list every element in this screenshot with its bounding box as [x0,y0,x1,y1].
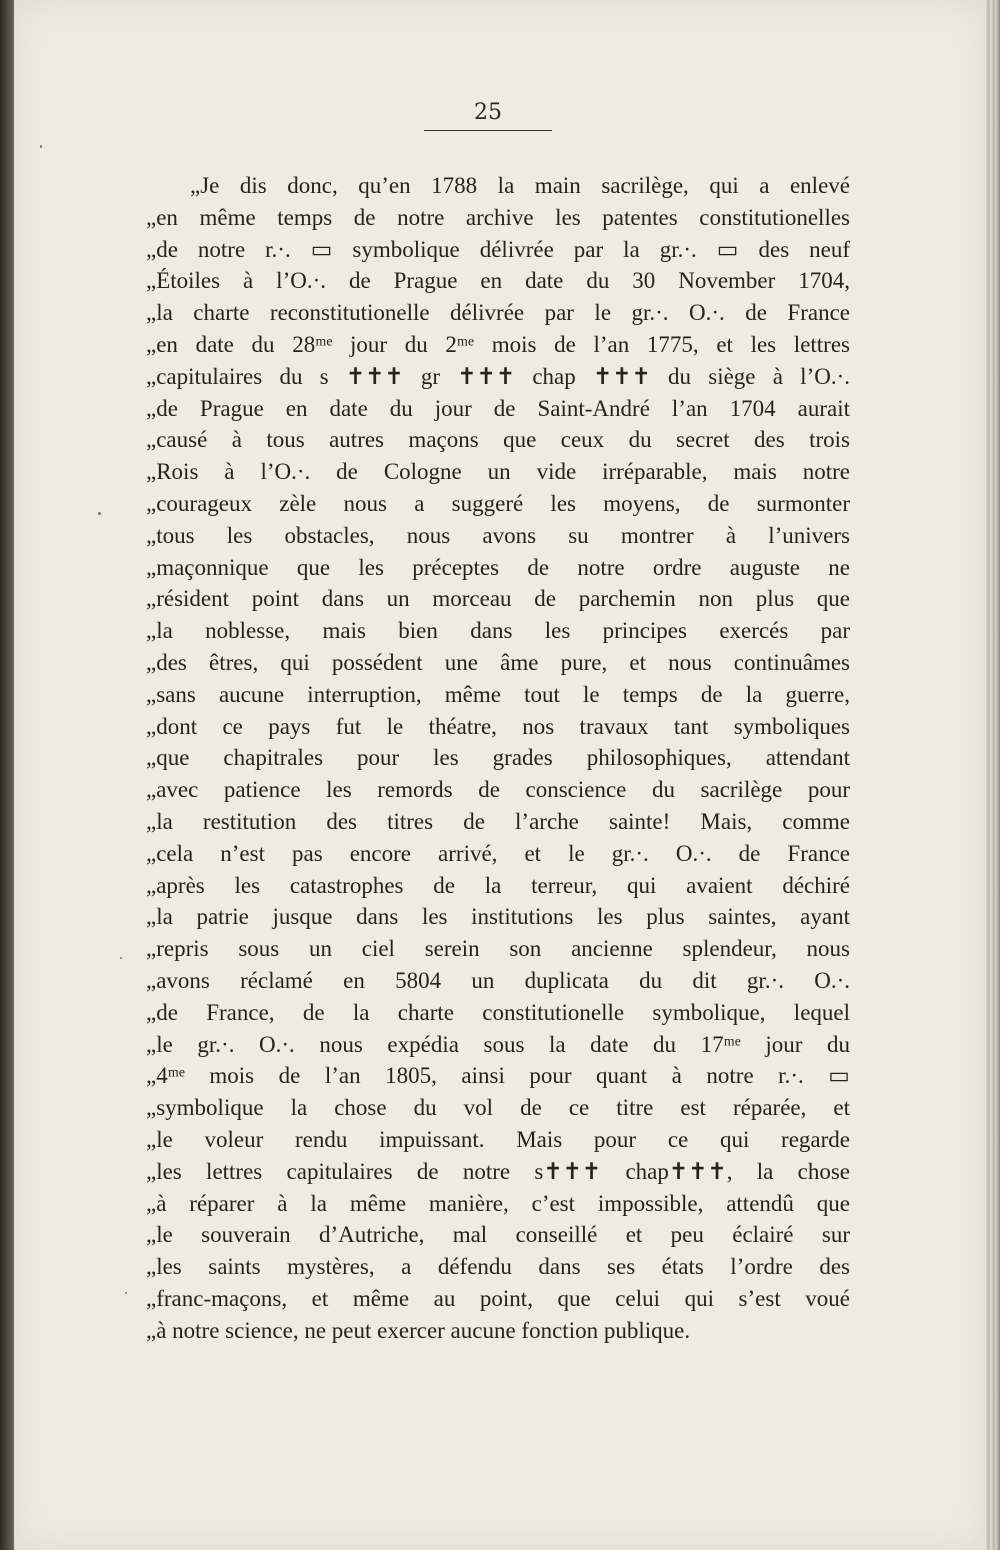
paper-speck [125,1292,127,1294]
text-line: „que chapitrales pour les grades philosophiques, attendant [146,745,850,771]
text-line: „à notre science, ne peut exercer aucune fonction publique. [146,1317,691,1343]
text-line: „cela n’est pas encore arrivé, et le gr.·. O.·. de France [146,840,850,866]
text-line: „capitulaires du s ✝✝✝ gr ✝✝✝ chap ✝✝✝ du siège à l’O.·. [146,363,850,389]
text-line: „Étoiles à l’O.·. de Prague en date du 30 November 1704, [146,268,850,294]
text-line: „causé à tous autres maçons que ceux du secret des trois [146,427,850,453]
text-line: „en même temps de notre archive les patentes constitutionelles [146,204,850,230]
text-line: „la restitution des titres de l’arche sainte! Mais, comme [146,808,850,834]
paper-speck [98,512,101,515]
text-line: „les lettres capitulaires de notre s✝✝✝ chap✝✝✝, la chose [146,1158,850,1184]
body-text [146,170,850,1346]
text-line: „après les catastrophes de la terreur, qui avaient déchiré [146,872,850,898]
text-line: „franc-maçons, et même au point, que celui qui s’est voué [146,1285,850,1311]
text-line: „le souverain d’Autriche, mal conseillé et peu éclairé sur [146,1222,850,1248]
text-line: „courageux zèle nous a suggeré les moyens, de surmonter [146,490,850,516]
text-line: „repris sous un ciel serein son ancienne splendeur, nous [146,936,850,962]
text-line: „de Prague en date du jour de Saint-André l’an 1704 aurait [146,395,850,421]
text-line: „Je dis donc, qu’en 1788 la main sacrilège, qui a enlevé [190,173,850,198]
text-line: „des êtres, qui possédent une âme pure, et nous continuâmes [146,649,850,675]
text-line: „4ᵐᵉ mois de l’an 1805, ainsi pour quant à notre r.·. ▭ [146,1063,850,1089]
text-line: „sans aucune interruption, même tout le temps de la guerre, [146,681,850,707]
text-line: „de France, de la charte constitutionelle symbolique, lequel [146,999,850,1025]
page-number: 25 [474,100,502,125]
text-line: „la noblesse, mais bien dans les principes exercés par [146,618,850,644]
paper-speck [120,957,122,959]
text-line: „la charte reconstitutionelle délivrée par le gr.·. O.·. de France [146,300,850,326]
text-line: „la patrie jusque dans les institutions les plus saintes, ayant [146,904,850,930]
paper-speck [40,145,42,148]
text-line: „en date du 28ᵐᵉ jour du 2ᵐᵉ mois de l’an 1775, et les lettres [146,331,850,357]
text-line: „dont ce pays fut le théatre, nos travaux tant symboliques [146,713,850,739]
page-stack-edge [986,0,1000,1550]
text-line: „de notre r.·. ▭ symbolique délivrée par la gr.·. ▭ des neuf [146,236,850,262]
text-line: „résident point dans un morceau de parchemin non plus que [146,586,850,612]
text-line: „Rois à l’O.·. de Cologne un vide irréparable, mais notre [146,459,850,485]
text-line: „maçonnique que les préceptes de notre ordre auguste ne [146,554,850,580]
binding-edge [0,0,14,1550]
text-line: „avons réclamé en 5804 un duplicata du dit gr.·. O.·. [146,967,850,993]
text-line: „symbolique la chose du vol de ce titre est réparée, et [146,1095,850,1121]
text-line: „à réparer à la même manière, c’est impossible, attendû que [146,1190,850,1216]
header-rule [424,130,552,131]
text-line: „tous les obstacles, nous avons su montrer à l’univers [146,522,850,548]
text-line: „avec patience les remords de conscience du sacrilège pour [146,777,850,803]
text-line: „les saints mystères, a défendu dans ses états l’ordre des [146,1254,850,1280]
text-line: „le voleur rendu impuissant. Mais pour ce qui regarde [146,1126,850,1152]
text-line: „le gr.·. O.·. nous expédia sous la date du 17ᵐᵉ jour du [146,1031,850,1057]
